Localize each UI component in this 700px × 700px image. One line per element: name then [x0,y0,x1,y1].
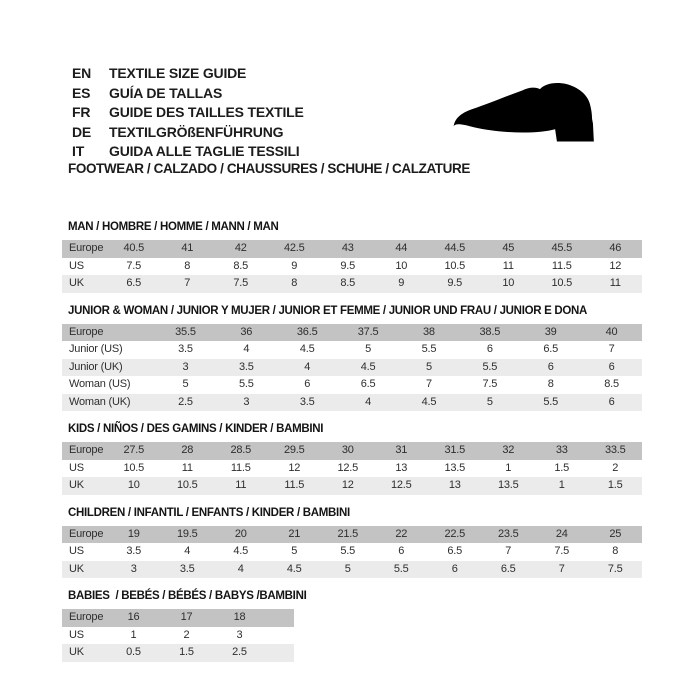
row-label: Europe [62,324,155,342]
size-cell: 31 [375,442,429,460]
size-cell: 28 [161,442,215,460]
size-cell: 28.5 [214,442,268,460]
size-cell: 1.5 [554,461,570,474]
spacer-cell [266,644,294,662]
size-cell: 5.5 [520,394,581,412]
size-cell: 8 [184,259,191,272]
size-cell: 8 [547,378,554,390]
size-cell: 40.5 [107,240,161,258]
size-table [62,442,642,495]
size-row [62,477,642,495]
size-cell: 6.5 [543,343,559,355]
size-cell: 4.5 [338,359,399,377]
size-cell: 4 [184,545,191,557]
size-table-title: MAN / HOMBRE / HOMME / MANN / MAN [68,221,279,233]
size-cell: 37.5 [338,324,399,342]
size-cell: 5.5 [375,561,429,579]
size-cell: 5.5 [421,343,437,355]
size-cell: 11.5 [230,461,251,474]
language-row-es [72,84,304,104]
size-cell: 13.5 [482,477,536,495]
size-cell: 4.5 [233,545,249,557]
language-code: IT [72,143,85,159]
size-cell: 4.5 [299,343,315,355]
size-cell: 10.5 [444,259,466,272]
size-cell: 7.5 [589,561,643,579]
size-cell: 3 [107,561,161,579]
size-cell: 5 [291,545,298,557]
size-cell: 7 [425,378,432,390]
size-cell: 8 [268,275,322,293]
row-label: Europe [62,240,107,258]
size-cell: 10 [107,477,161,495]
size-row [62,359,642,377]
size-cell: 8 [612,545,619,557]
size-cell: 13.5 [444,461,466,474]
size-cell: 6 [398,545,405,557]
size-cell: 7.5 [482,378,498,390]
language-label: TEXTILGRÖßENFÜHRUNG [109,123,284,140]
size-header-row [62,442,642,460]
size-cell: 1 [535,477,589,495]
size-cell: 24 [535,526,589,544]
language-row-fr [72,103,304,123]
language-label: TEXTILE SIZE GUIDE [109,65,247,81]
size-cell: 7.5 [126,259,142,272]
size-header-row [62,609,294,627]
size-cell: 21.5 [321,526,375,544]
size-cell: 46 [589,240,643,258]
size-row [62,376,642,394]
size-cell: 21 [268,526,322,544]
size-cell: 10.5 [123,461,145,474]
size-cell: 13 [428,477,482,495]
size-header-row [62,324,642,342]
size-cell: 6 [304,378,311,390]
size-cell: 35.5 [155,324,216,342]
language-list [72,64,304,162]
language-label: GUIDA ALLE TAGLIE TESSILI [109,143,300,159]
size-cell: 5 [399,359,460,377]
size-cell: 7 [608,343,615,355]
row-label: US [69,628,84,641]
size-table-title: CHILDREN / INFANTIL / ENFANTS / KINDER / BAMBINI [68,506,350,519]
size-cell: 38 [399,324,460,342]
size-cell: 3.5 [161,561,215,579]
size-cell: 12.5 [337,461,359,474]
size-cell: 39 [520,324,581,342]
spacer-cell [266,609,294,627]
size-cell: 19 [107,526,161,544]
row-label: US [69,259,84,272]
size-cell: 33 [535,442,589,460]
size-cell: 22.5 [428,526,482,544]
size-cell: 3.5 [216,359,277,377]
size-cell: 32 [482,442,536,460]
size-cell: 6 [486,343,493,355]
size-table-block [62,305,648,412]
size-cell: 7 [535,561,589,579]
size-cell: 6.5 [482,561,536,579]
size-cell: 40 [581,324,642,342]
size-row [62,394,642,412]
size-cell: 42 [214,240,268,258]
category-heading: FOOTWEAR / CALZADO / CHAUSSURES / SCHUHE / CALZATURE [68,161,470,176]
size-cell: 9 [291,259,298,272]
size-cell: 5 [321,561,375,579]
size-cell: 12.5 [375,477,429,495]
size-cell: 1 [130,628,137,641]
size-cell: 2 [612,461,619,474]
size-cell: 25 [589,526,643,544]
size-cell: 20 [214,526,268,544]
size-cell: 10.5 [535,275,589,293]
size-table [62,240,642,293]
size-cell: 5 [182,378,189,390]
size-cell: 6 [428,561,482,579]
size-cell: 6.5 [447,545,463,557]
size-cell: 6 [581,359,642,377]
size-cell: 41 [161,240,215,258]
size-cell: 4 [214,561,268,579]
size-cell: 13 [395,461,408,474]
size-cell: 6.5 [360,378,376,390]
row-label: UK [62,275,107,293]
size-cell: 10.5 [161,477,215,495]
size-cell: 10 [395,259,408,272]
size-header-row [62,240,642,258]
size-row [62,275,642,293]
size-cell: 4.5 [399,394,460,412]
size-row [62,543,642,561]
size-table-title: JUNIOR & WOMAN / JUNIOR Y MUJER / JUNIOR ET FEMME / JUNIOR UND FRAU / JUNIOR E DONA [68,304,588,317]
size-cell: 4 [277,359,338,377]
size-cell: 45 [482,240,536,258]
size-cell: 10 [482,275,536,293]
size-cell: 6 [520,359,581,377]
language-code: ES [72,84,91,101]
row-label: Europe [62,609,107,627]
language-label: GUÍA DE TALLAS [109,84,223,101]
row-label: Junior (UK) [62,359,155,377]
size-cell: 11.5 [551,259,572,272]
size-cell: 11 [589,275,643,293]
size-cell: 12 [321,477,375,495]
language-code: FR [72,104,91,120]
size-cell: 44.5 [428,240,482,258]
size-cell: 7 [161,275,215,293]
size-cell: 5 [365,343,372,355]
size-cell: 2 [183,628,190,641]
size-cell: 2.5 [213,644,266,662]
spacer-cell [266,627,294,645]
size-table-block [62,507,648,579]
size-cell: 4 [338,394,399,412]
size-cell: 0.5 [107,644,160,662]
size-cell: 7 [505,545,512,557]
row-label: UK [62,561,107,579]
size-cell: 1 [505,461,512,474]
size-cell: 43 [321,240,375,258]
size-cell: 1.5 [589,477,643,495]
size-cell: 2.5 [155,394,216,412]
size-cell: 23.5 [482,526,536,544]
size-row [62,258,642,276]
size-cell: 38.5 [459,324,520,342]
row-label: Junior (US) [69,343,123,355]
size-table [62,324,642,412]
size-cell: 3 [216,394,277,412]
size-cell: 27.5 [107,442,161,460]
size-cell: 42.5 [268,240,322,258]
size-table-title: BABIES / BEBÉS / BÉBÉS / BABYS /BAMBINI [68,590,307,602]
size-cell: 9.5 [340,259,356,272]
size-cell: 3.5 [126,545,142,557]
size-cell: 29.5 [268,442,322,460]
row-label: Woman (US) [69,378,131,390]
language-row-en [72,64,304,84]
size-cell: 7.5 [214,275,268,293]
size-row [62,460,642,478]
size-cell: 8.5 [321,275,375,293]
size-cell: 9.5 [428,275,482,293]
size-cell: 8.5 [233,259,249,272]
size-cell: 33.5 [589,442,643,460]
size-table-title: KIDS / NIÑOS / DES GAMINS / KINDER / BAMBINI [68,423,324,435]
size-header-row [62,526,642,544]
size-cell: 3 [236,628,243,641]
row-label: US [69,545,84,557]
size-cell: 1.5 [160,644,213,662]
row-label: Europe [62,442,107,460]
language-row-it [72,142,304,162]
size-cell: 4 [243,343,250,355]
size-table [62,609,294,662]
size-cell: 22 [375,526,429,544]
size-cell: 11 [502,259,514,272]
size-cell: 45.5 [535,240,589,258]
size-cell: 36.5 [277,324,338,342]
size-cell: 5.5 [238,378,254,390]
language-code: DE [72,123,92,140]
row-label: US [69,461,84,474]
shoe-icon [451,82,629,150]
row-label: Woman (UK) [62,394,155,412]
row-label: UK [62,644,107,662]
size-cell: 18 [213,609,266,627]
size-row [62,341,642,359]
size-cell: 17 [160,609,213,627]
size-cell: 6.5 [107,275,161,293]
size-cell: 11 [214,477,268,495]
size-table-block [62,423,648,495]
size-cell: 11 [181,461,193,474]
size-cell: 36 [216,324,277,342]
size-table-block [62,221,648,293]
size-cell: 44 [375,240,429,258]
size-row [62,627,294,645]
size-row [62,644,294,662]
size-table [62,526,642,579]
size-row [62,561,642,579]
size-cell: 5.5 [459,359,520,377]
size-cell: 19.5 [161,526,215,544]
size-cell: 7.5 [554,545,570,557]
size-cell: 3 [155,359,216,377]
language-row-de [72,123,304,143]
size-cell: 8.5 [604,378,619,390]
size-table-block [62,590,648,662]
size-cell: 5.5 [340,545,356,557]
size-cell: 30 [321,442,375,460]
size-cell: 3.5 [277,394,338,412]
language-label: GUIDE DES TAILLES TEXTILE [109,104,304,120]
size-cell: 9 [375,275,429,293]
size-cell: 16 [107,609,160,627]
size-tables [62,221,648,674]
size-cell: 4.5 [268,561,322,579]
row-label: Europe [62,526,107,544]
size-cell: 12 [609,259,622,272]
size-cell: 12 [288,461,301,474]
size-cell: 3.5 [178,343,193,355]
size-cell: 5 [459,394,520,412]
size-cell: 6 [581,394,642,412]
row-label: UK [62,477,107,495]
language-code: EN [72,65,92,81]
size-cell: 31.5 [428,442,482,460]
size-cell: 11.5 [268,477,322,495]
